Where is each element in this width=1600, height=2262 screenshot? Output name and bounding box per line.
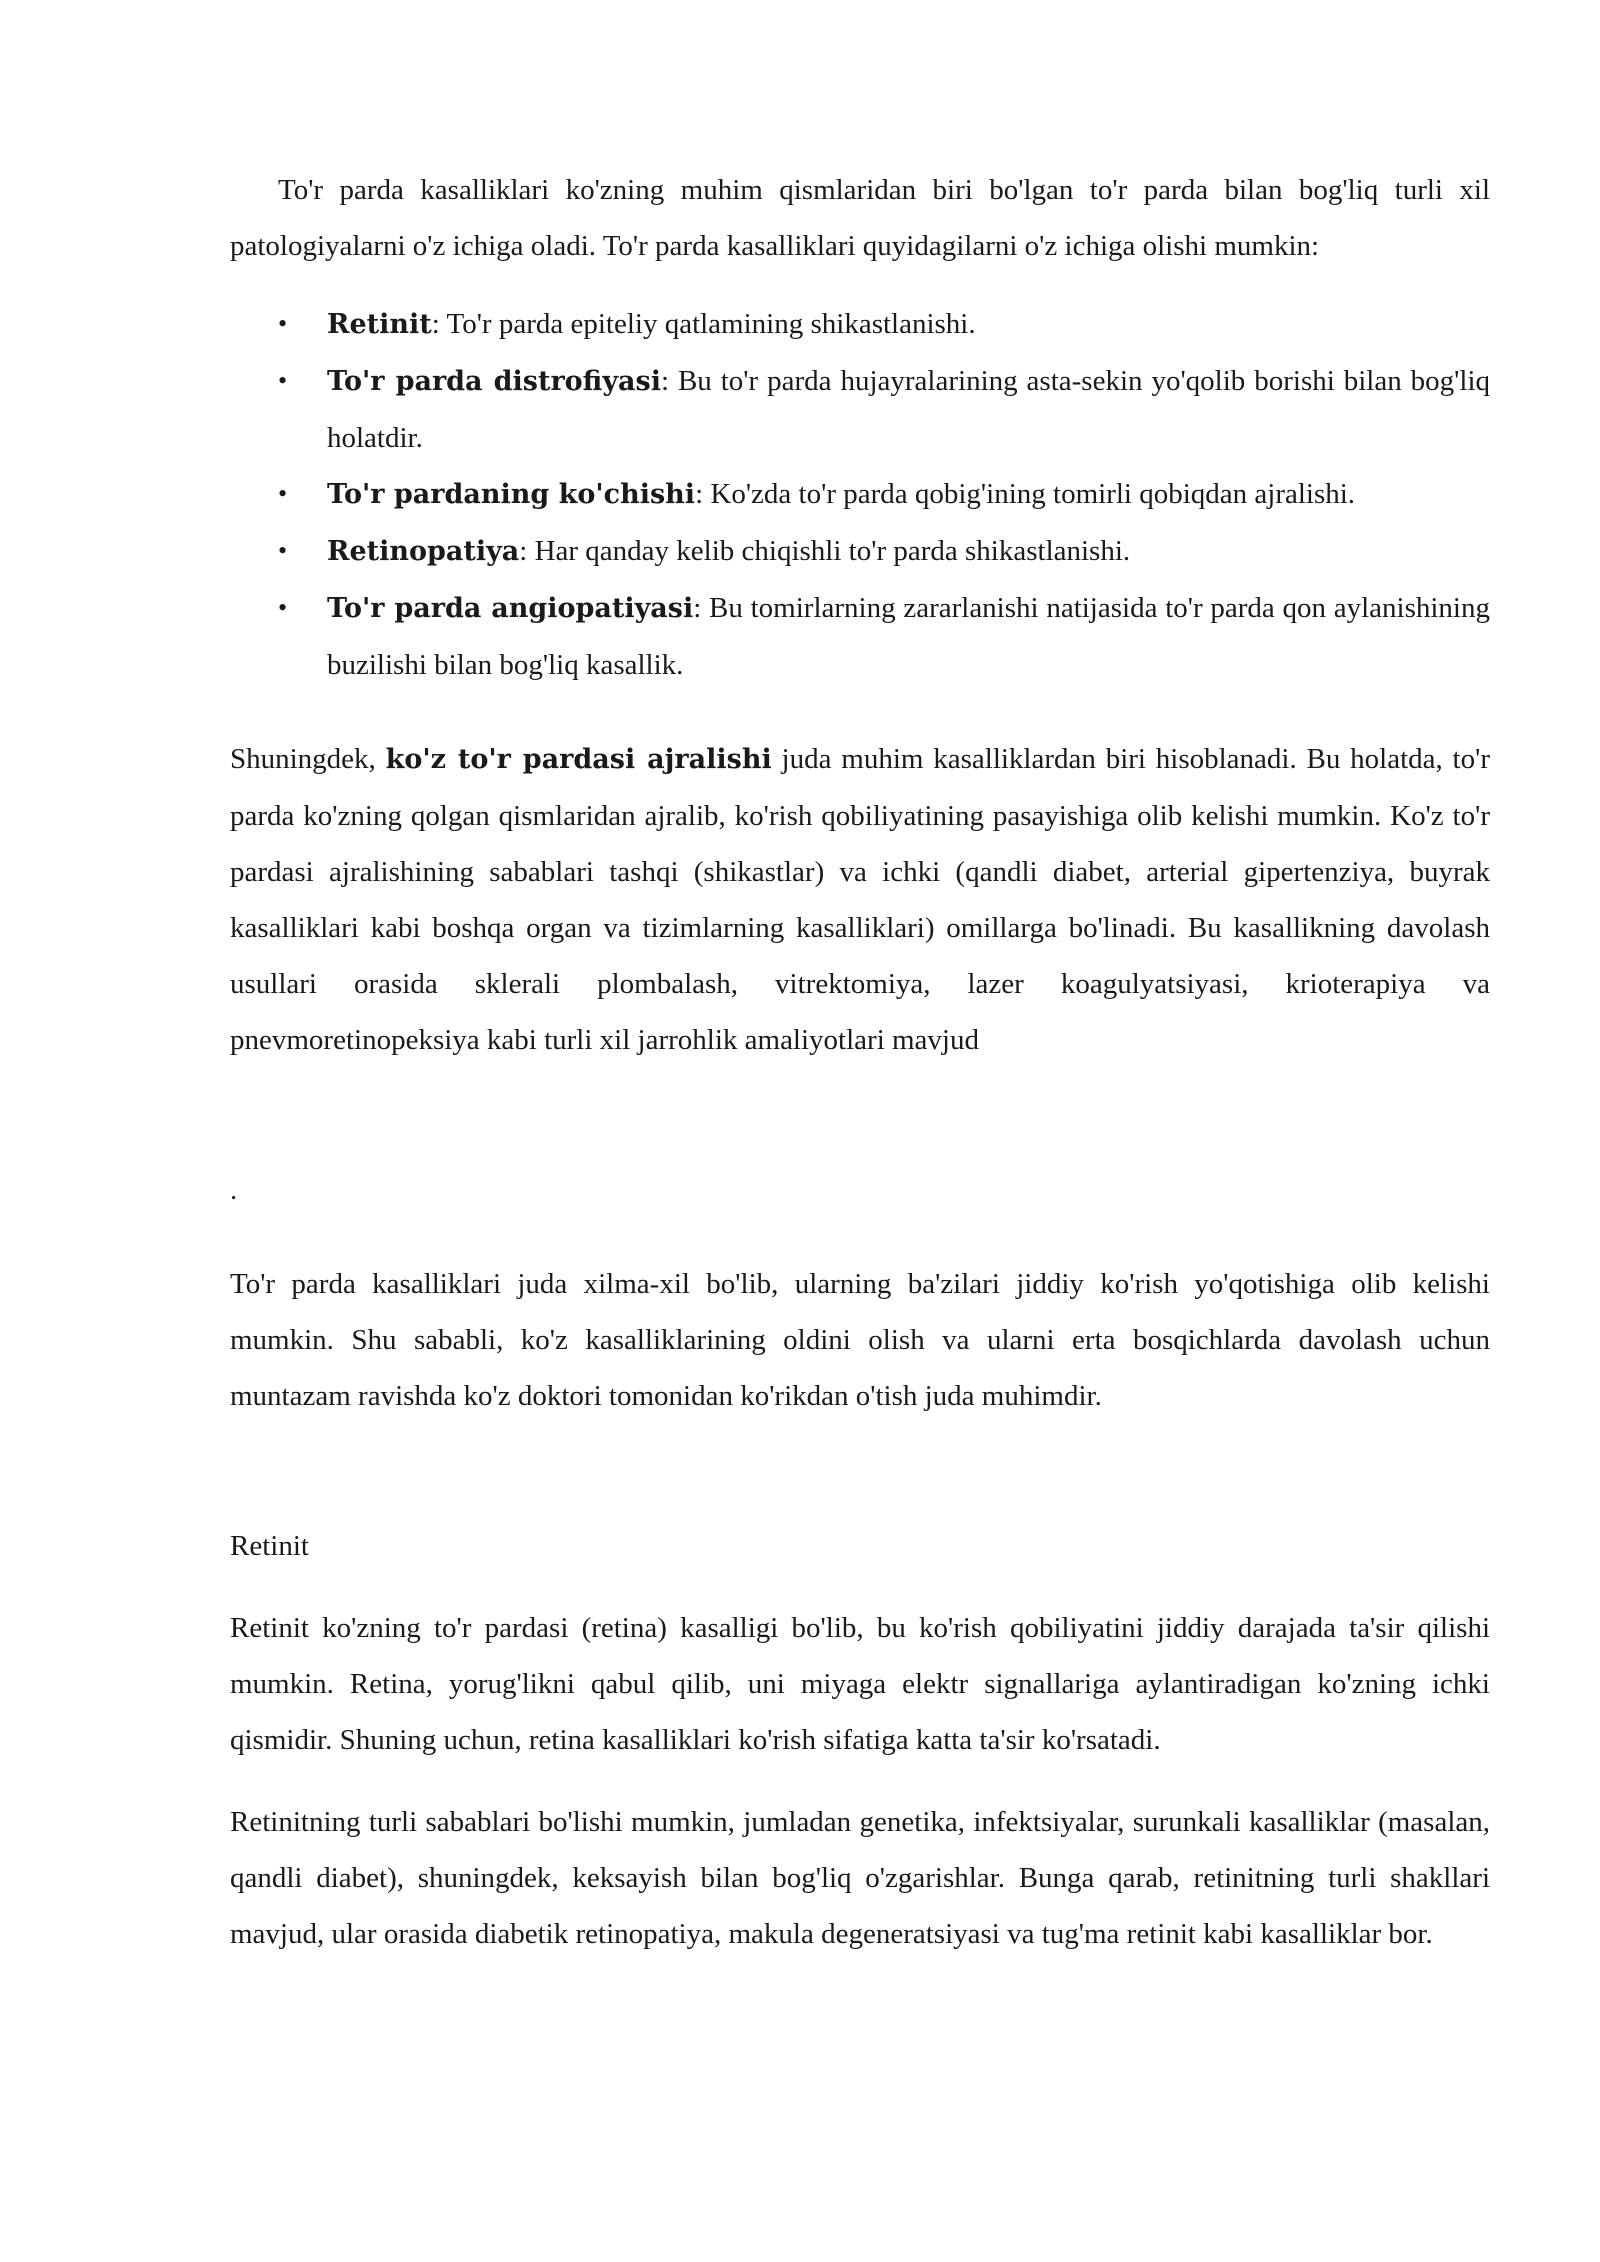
variety-paragraph: To'r parda kasalliklari juda xilma-xil bo'lib, ularning ba'zilari jiddiy ko'rish yo'qotishiga olib kelishi mumkin. Shu sababli, ko'z kasalliklarining oldini olish va ularni erta bosqichlarda davolash uchun muntazam ravishda ko'z doktori tomonidan ko'rikdan o'tish juda muhimdir.: [230, 1268, 1490, 1412]
list-item: [230, 466, 1490, 523]
list-item: [230, 353, 1490, 466]
retinit-paragraph-1: Retinit ko'zning to'r pardasi (retina) kasalligi bo'lib, bu ko'rish qobiliyatini jiddiy darajada ta'sir qilishi mumkin. Retina, yorug'likni qabul qilib, uni miyaga elektr signallariga aylantiradigan ko'zning ichki qismidir. Shuning uchun, retina kasalliklari ko'rish sifatiga katta ta'sir ko'rsatadi.: [230, 1612, 1490, 1756]
bullet-icon: •: [278, 593, 288, 622]
list-item-term: To'r parda angiopatiyasi: [327, 593, 694, 624]
list-item: [230, 580, 1490, 693]
disease-list: [230, 296, 1490, 693]
list-item-desc: : Bu to'r parda hujayralarining asta-sekin yo'qolib borishi bilan bog'liq holatdir.: [327, 365, 1490, 454]
retinit-paragraph-2: Retinitning turli sabablari bo'lishi mumkin, jumladan genetika, infektsiyalar, surunkali kasalliklar (masalan, qandli diabet), shuningdek, keksayish bilan bog'liq o'zgarishlar. Bunga qarab, retinitning turli shakllari mavjud, ular orasida diabetik retinopatiya, makula degeneratsiyasi va tug'ma retinit kabi kasalliklar bor.: [230, 1806, 1490, 1950]
bullet-icon: •: [278, 479, 288, 508]
list-item-term: To'r pardaning ko'chishi: [327, 479, 696, 510]
intro-paragraph: To'r parda kasalliklari ko'zning muhim qismlaridan biri bo'lgan to'r parda bilan bog'liq turli xil patologiyalarni o'z ichiga oladi. To'r parda kasalliklari quyidagilarni o'z ichiga olishi mumkin:: [230, 174, 1490, 262]
bullet-icon: •: [278, 536, 288, 565]
list-item-desc: : Har qanday kelib chiqishli to'r parda shikastlanishi.: [519, 535, 1131, 567]
list-item-desc: : Ko'zda to'r parda qobig'ining tomirli qobiqdan ajralishi.: [695, 478, 1356, 510]
list-item-term: To'r parda distrofiyasi: [327, 366, 661, 397]
bullet-icon: •: [278, 366, 288, 395]
list-item-term: Retinopatiya: [327, 536, 520, 567]
stray-dot: .: [230, 1174, 238, 1206]
list-item-desc: : To'r parda epiteliy qatlamining shikastlanishi.: [431, 308, 976, 340]
detachment-paragraph: [230, 731, 1490, 1068]
detachment-rest: juda muhim kasalliklardan biri hisoblanadi. Bu holatda, to'r parda ko'zning qolgan qismlaridan ajralib, ko'rish qobiliyatining pasayishiga olib kelishi mumkin. Ko'z to'r pardasi ajralishining sabablari tashqi (shikastlar) va ichki (qandli diabet, arterial gipertenziya, buyrak kasalliklari kabi boshqa organ va tizimlarning kasalliklari) omillarga bo'linadi. Bu kasallikning davolash usullari orasida sklerali plombalash, vitrektomiya, lazer koagulyatsiyasi, krioterapiya va pnevmoretinopeksiya kabi turli xil jarrohlik amaliyotlari mavjud: [230, 743, 1490, 1056]
list-item-desc: : Bu tomirlarning zararlanishi natijasida to'r parda qon aylanishining buzilishi bilan bog'liq kasallik.: [327, 592, 1490, 681]
bullet-icon: •: [278, 309, 288, 338]
detachment-lead: Shuningdek,: [230, 743, 386, 775]
list-item: [230, 296, 1490, 353]
list-item-term: Retinit: [327, 309, 432, 340]
document-page: [230, 162, 1490, 1962]
section-heading: Retinit: [230, 1530, 309, 1562]
detachment-term: ko'z to'r pardasi ajralishi: [385, 744, 772, 775]
list-item: [230, 523, 1490, 580]
